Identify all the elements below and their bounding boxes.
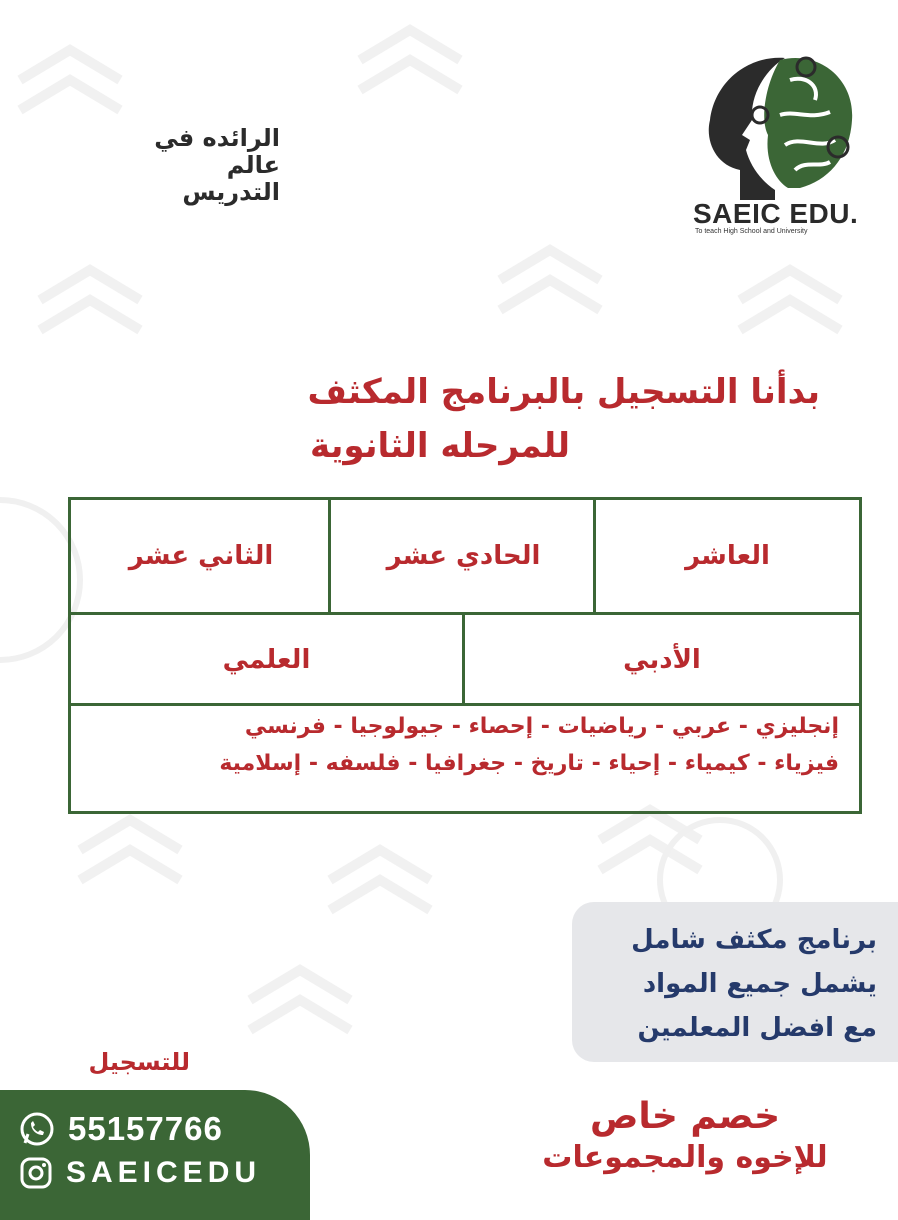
programs-table <box>68 497 862 814</box>
table-divider <box>462 612 465 705</box>
logo-name: SAEIC EDU. <box>693 198 859 229</box>
tagline-line-2: التدريس <box>182 178 280 206</box>
register-label: للتسجيل <box>88 1048 190 1076</box>
instagram-icon <box>18 1155 54 1191</box>
subjects-line-2: فيزياء - كيمياء - إحياء - تاريخ - جغرافيا - فلسفه - إسلامية <box>219 751 839 776</box>
table-divider <box>328 500 331 612</box>
promo-text <box>572 918 877 1050</box>
whatsapp-number: 55157766 <box>68 1110 223 1147</box>
discount-subtitle: للإخوه والمجموعات <box>542 1140 828 1175</box>
logo-subtitle: To teach High School and University <box>695 228 808 235</box>
discount-title: خصم خاص <box>589 1096 781 1137</box>
promo-line-1: برنامج مكثف شامل <box>631 925 877 955</box>
subjects-line-1: إنجليزي - عربي - رياضيات - إحصاء - جيولوجيا - فرنسي <box>244 714 839 739</box>
whatsapp-contact[interactable] <box>18 1110 223 1148</box>
whatsapp-icon <box>18 1110 56 1148</box>
instagram-contact[interactable] <box>18 1155 261 1191</box>
subjects-list <box>71 708 859 782</box>
table-divider <box>71 703 859 706</box>
grade-cell-11: الحادي عشر <box>386 541 541 571</box>
promo-line-2: يشمل جميع المواد <box>642 969 877 999</box>
track-cell-literary: الأدبي <box>623 645 701 675</box>
grade-cell-12: الثاني عشر <box>128 541 274 571</box>
track-cell-scientific: العلمي <box>222 645 311 675</box>
table-divider <box>71 612 859 615</box>
brand-tagline <box>100 125 280 206</box>
tagline-line-1: الرائده في عالم <box>154 124 280 179</box>
promo-line-3: مع افضل المعلمين <box>637 1013 877 1043</box>
grade-cell-10: العاشر <box>685 541 770 571</box>
headline-line-1: بدأنا التسجيل بالبرنامج المكثف <box>307 372 820 412</box>
instagram-handle: SAEICEDU <box>66 1156 262 1189</box>
table-divider <box>593 500 596 612</box>
headline-line-2: للمرحله الثانوية <box>310 426 570 466</box>
